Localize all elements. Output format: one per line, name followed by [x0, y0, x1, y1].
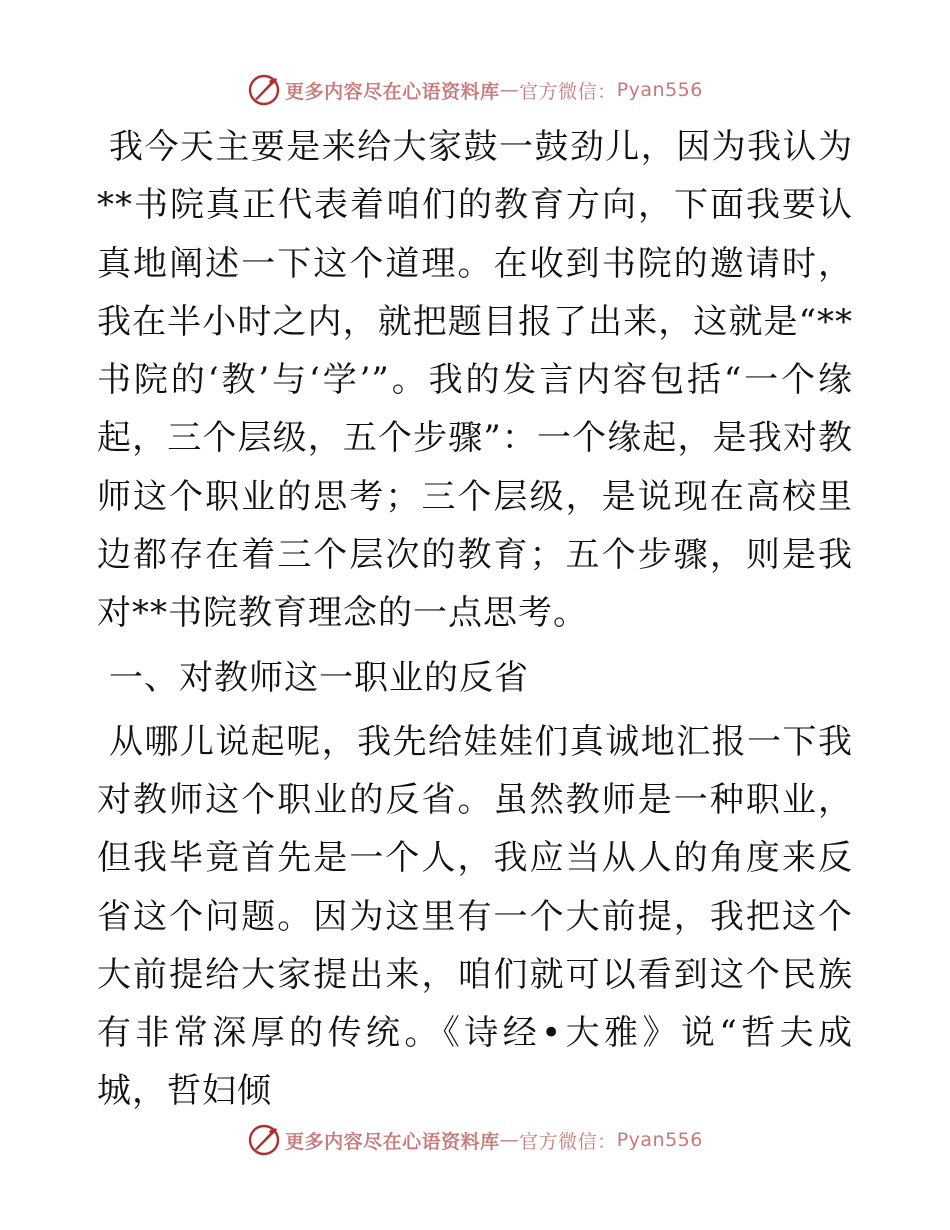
- banner-wechat-label: 官方微信：: [519, 80, 617, 103]
- banner-dash: —: [499, 1129, 520, 1151]
- paragraph-1: 我今天主要是来给大家鼓一鼓劲儿，因为我认为**书院真正代表着咱们的教育方向，下面我要认真地阐述一下这个道理。在收到书院的邀请时，我在半小时之内，就把题目报了出来，这就是“**书院的‘教’与‘学’”。我的发言内容包括“一个缘起，三个层级，五个步骤”：一个缘起，是我对教师这个职业的思考；三个层级，是说现在高校里边都存在着三个层次的教育；五个步骤，则是我对**书院教育理念的一点思考。: [97, 127, 853, 634]
- banner-wechat-id: Pyan556: [616, 1129, 703, 1151]
- paragraph-2: 从哪儿说起呢，我先给娃娃们真诚地汇报一下我对教师这个职业的反省。虽然教师是一种职业，但我毕竟首先是一个人，我应当从人的角度来反省这个问题。因为这里有一个大前提，我把这个大前提给大家提出来，咱们就可以看到这个民族有非常深厚的传统。《诗经•大雅》说“哲夫成城，哲妇倾: [97, 721, 853, 1112]
- document-body: [97, 118, 853, 1121]
- banner-dash: —: [499, 79, 520, 101]
- banner-title: 更多内容尽在心语资料库: [285, 80, 500, 103]
- banner-wechat-id: Pyan556: [616, 79, 703, 101]
- banner-wechat-label: 官方微信：: [519, 1130, 617, 1153]
- quill-pen-circle-icon: [247, 73, 281, 107]
- header-watermark-banner: [0, 70, 950, 110]
- quill-pen-circle-icon: [247, 1123, 281, 1157]
- banner-title: 更多内容尽在心语资料库: [285, 1130, 500, 1153]
- footer-watermark-banner: [0, 1120, 950, 1160]
- section-heading-1: 一、对教师这一职业的反省: [109, 657, 529, 698]
